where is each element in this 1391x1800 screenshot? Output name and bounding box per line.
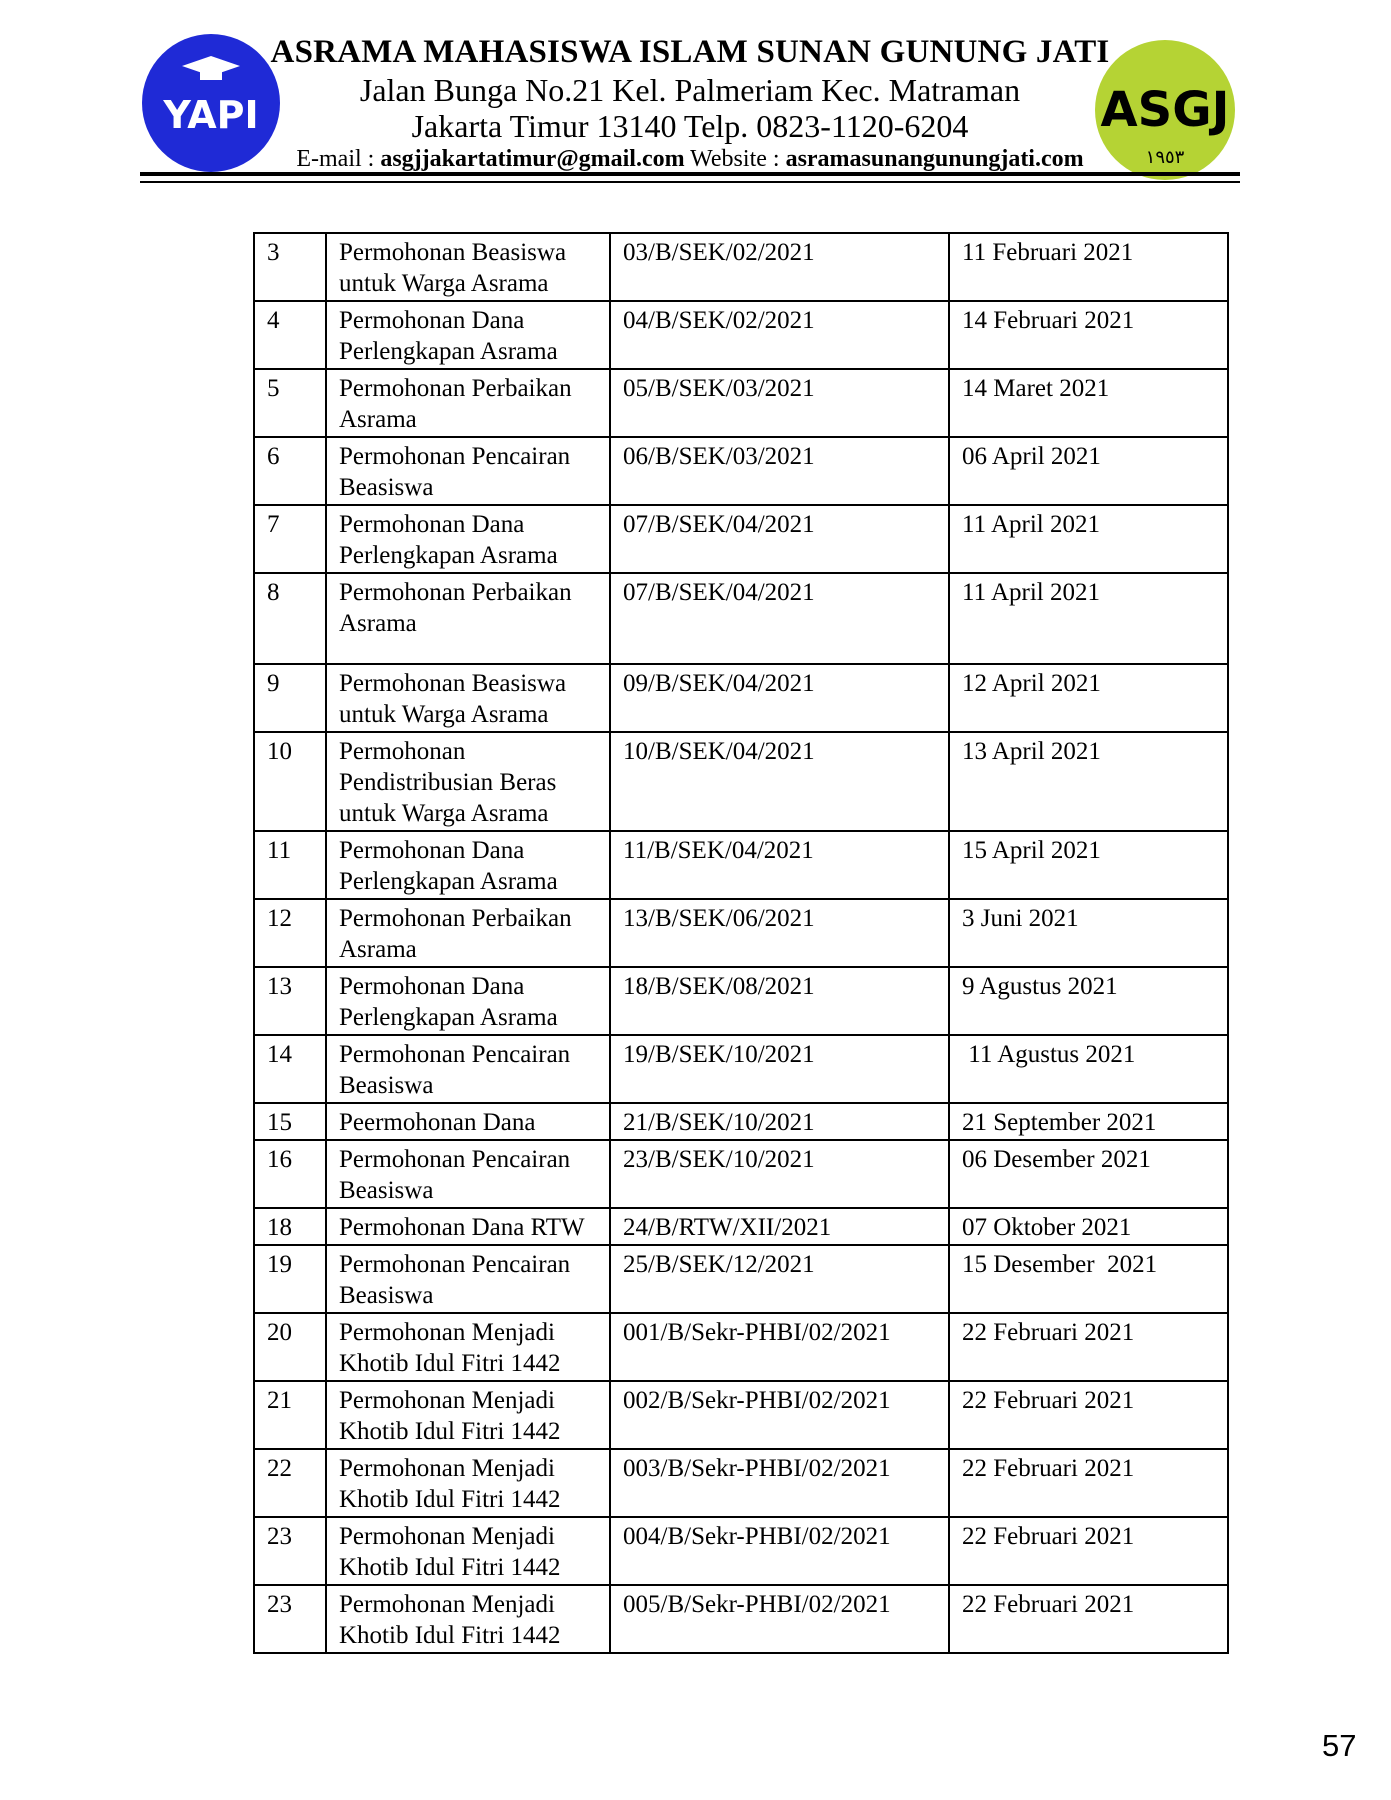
letter-subject: Permohonan Perbaikan Asrama xyxy=(326,369,610,437)
table-row xyxy=(254,967,1228,1035)
row-number: 13 xyxy=(254,967,326,1035)
letter-number: 13/B/SEK/06/2021 xyxy=(610,899,949,967)
row-number: 8 xyxy=(254,573,326,664)
letter-date: 13 April 2021 xyxy=(949,732,1228,831)
table-row xyxy=(254,1208,1228,1245)
letter-date: 11 April 2021 xyxy=(949,573,1228,664)
letter-date: 11 Februari 2021 xyxy=(949,233,1228,301)
letter-subject: Permohonan Menjadi Khotib Idul Fitri 1442 xyxy=(326,1585,610,1653)
letter-number: 11/B/SEK/04/2021 xyxy=(610,831,949,899)
letter-number: 04/B/SEK/02/2021 xyxy=(610,301,949,369)
row-number: 3 xyxy=(254,233,326,301)
letter-number: 10/B/SEK/04/2021 xyxy=(610,732,949,831)
letter-date: 15 April 2021 xyxy=(949,831,1228,899)
row-number: 18 xyxy=(254,1208,326,1245)
letter-number: 03/B/SEK/02/2021 xyxy=(610,233,949,301)
row-number: 21 xyxy=(254,1381,326,1449)
letter-subject: Permohonan Dana Perlengkapan Asrama xyxy=(326,301,610,369)
table-row xyxy=(254,301,1228,369)
letter-subject: Permohonan Beasiswa untuk Warga Asrama xyxy=(326,233,610,301)
table-row xyxy=(254,1517,1228,1585)
letter-subject: Permohonan Menjadi Khotib Idul Fitri 1442 xyxy=(326,1517,610,1585)
table-row xyxy=(254,1313,1228,1381)
letter-subject: Permohonan Pencairan Beasiswa xyxy=(326,437,610,505)
header-rule-thin xyxy=(140,181,1240,183)
yapi-logo-text: YAPI xyxy=(163,93,259,137)
address-line-2: Jakarta Timur 13140 Telp. 0823-1120-6204 xyxy=(411,108,969,144)
letter-number: 23/B/SEK/10/2021 xyxy=(610,1140,949,1208)
table-row xyxy=(254,369,1228,437)
email-label: E-mail : xyxy=(296,146,381,172)
table-row xyxy=(254,573,1228,664)
table-row xyxy=(254,1140,1228,1208)
letter-date: 9 Agustus 2021 xyxy=(949,967,1228,1035)
table-row xyxy=(254,437,1228,505)
table-row xyxy=(254,505,1228,573)
letter-subject: Permohonan Dana RTW xyxy=(326,1208,610,1245)
row-number: 10 xyxy=(254,732,326,831)
header-rule-thick xyxy=(140,172,1240,176)
asgj-logo-text: ASGJ xyxy=(1100,82,1230,138)
address-line-1: Jalan Bunga No.21 Kel. Palmeriam Kec. Matraman xyxy=(359,72,1021,108)
letter-date: 07 Oktober 2021 xyxy=(949,1208,1228,1245)
table-row xyxy=(254,1245,1228,1313)
table-row xyxy=(254,1585,1228,1653)
table-row xyxy=(254,899,1228,967)
letter-subject: Permohonan Perbaikan Asrama xyxy=(326,899,610,967)
letter-subject: Permohonan Dana Perlengkapan Asrama xyxy=(326,831,610,899)
letter-subject: Permohonan Menjadi Khotib Idul Fitri 1442 xyxy=(326,1381,610,1449)
letter-subject: Permohonan Menjadi Khotib Idul Fitri 1442 xyxy=(326,1313,610,1381)
row-number: 14 xyxy=(254,1035,326,1103)
letter-subject: Permohonan Dana Perlengkapan Asrama xyxy=(326,505,610,573)
row-number: 20 xyxy=(254,1313,326,1381)
letter-number: 005/B/Sekr-PHBI/02/2021 xyxy=(610,1585,949,1653)
letters-table xyxy=(253,232,1229,1654)
letter-subject: Permohonan Pendistribusian Beras untuk Warga Asrama xyxy=(326,732,610,831)
letter-date: 22 Februari 2021 xyxy=(949,1585,1228,1653)
letter-date: 11 April 2021 xyxy=(949,505,1228,573)
row-number: 5 xyxy=(254,369,326,437)
letter-number: 21/B/SEK/10/2021 xyxy=(610,1103,949,1140)
row-number: 4 xyxy=(254,301,326,369)
letter-number: 05/B/SEK/03/2021 xyxy=(610,369,949,437)
letter-number: 07/B/SEK/04/2021 xyxy=(610,573,949,664)
letter-number: 002/B/Sekr-PHBI/02/2021 xyxy=(610,1381,949,1449)
letter-date: 22 Februari 2021 xyxy=(949,1449,1228,1517)
letter-date: 22 Februari 2021 xyxy=(949,1517,1228,1585)
letter-subject: Permohonan Pencairan Beasiswa xyxy=(326,1245,610,1313)
letter-subject: Permohonan Dana Perlengkapan Asrama xyxy=(326,967,610,1035)
row-number: 7 xyxy=(254,505,326,573)
letters-table-body xyxy=(254,233,1228,1653)
row-number: 16 xyxy=(254,1140,326,1208)
letter-subject: Peermohonan Dana xyxy=(326,1103,610,1140)
website-url: asramasunangunungjati.com xyxy=(785,146,1084,172)
letter-number: 24/B/RTW/XII/2021 xyxy=(610,1208,949,1245)
org-name: ASRAMA MAHASISWA ISLAM SUNAN GUNUNG JATI xyxy=(270,34,1110,70)
table-row xyxy=(254,732,1228,831)
letter-date: 14 Februari 2021 xyxy=(949,301,1228,369)
row-number: 19 xyxy=(254,1245,326,1313)
table-row xyxy=(254,1035,1228,1103)
asgj-logo xyxy=(1090,38,1240,183)
letter-number: 19/B/SEK/10/2021 xyxy=(610,1035,949,1103)
letter-number: 06/B/SEK/03/2021 xyxy=(610,437,949,505)
letter-subject: Permohonan Menjadi Khotib Idul Fitri 1442 xyxy=(326,1449,610,1517)
letter-date: 06 Desember 2021 xyxy=(949,1140,1228,1208)
table-row xyxy=(254,831,1228,899)
letter-number: 25/B/SEK/12/2021 xyxy=(610,1245,949,1313)
table-row xyxy=(254,1449,1228,1517)
letter-date: 21 September 2021 xyxy=(949,1103,1228,1140)
letter-number: 001/B/Sekr-PHBI/02/2021 xyxy=(610,1313,949,1381)
row-number: 6 xyxy=(254,437,326,505)
email-address: asgjjakartatimur@gmail.com xyxy=(380,146,685,172)
letter-date: 11 Agustus 2021 xyxy=(949,1035,1228,1103)
letter-date: 14 Maret 2021 xyxy=(949,369,1228,437)
row-number: 23 xyxy=(254,1585,326,1653)
letter-date: 22 Februari 2021 xyxy=(949,1381,1228,1449)
row-number: 11 xyxy=(254,831,326,899)
letterhead xyxy=(140,28,1240,188)
row-number: 22 xyxy=(254,1449,326,1517)
table-row xyxy=(254,664,1228,732)
contact-line xyxy=(140,146,1240,173)
letter-date: 15 Desember 2021 xyxy=(949,1245,1228,1313)
table-row xyxy=(254,1103,1228,1140)
letter-subject: Permohonan Beasiswa untuk Warga Asrama xyxy=(326,664,610,732)
asgj-logo-year: ١٩٥٣ xyxy=(1145,147,1185,168)
letter-number: 07/B/SEK/04/2021 xyxy=(610,505,949,573)
row-number: 9 xyxy=(254,664,326,732)
website-label: Website : xyxy=(684,146,786,172)
letter-date: 06 April 2021 xyxy=(949,437,1228,505)
letter-subject: Permohonan Pencairan Beasiswa xyxy=(326,1035,610,1103)
letter-number: 18/B/SEK/08/2021 xyxy=(610,967,949,1035)
letter-number: 09/B/SEK/04/2021 xyxy=(610,664,949,732)
row-number: 12 xyxy=(254,899,326,967)
row-number: 15 xyxy=(254,1103,326,1140)
table-row xyxy=(254,1381,1228,1449)
letter-number: 004/B/Sekr-PHBI/02/2021 xyxy=(610,1517,949,1585)
letter-date: 3 Juni 2021 xyxy=(949,899,1228,967)
letter-number: 003/B/Sekr-PHBI/02/2021 xyxy=(610,1449,949,1517)
letter-date: 22 Februari 2021 xyxy=(949,1313,1228,1381)
table-row xyxy=(254,233,1228,301)
letter-subject: Permohonan Pencairan Beasiswa xyxy=(326,1140,610,1208)
letter-date: 12 April 2021 xyxy=(949,664,1228,732)
page-number: 57 xyxy=(1322,1728,1357,1763)
row-number: 23 xyxy=(254,1517,326,1585)
letter-subject: Permohonan Perbaikan Asrama xyxy=(326,573,610,664)
